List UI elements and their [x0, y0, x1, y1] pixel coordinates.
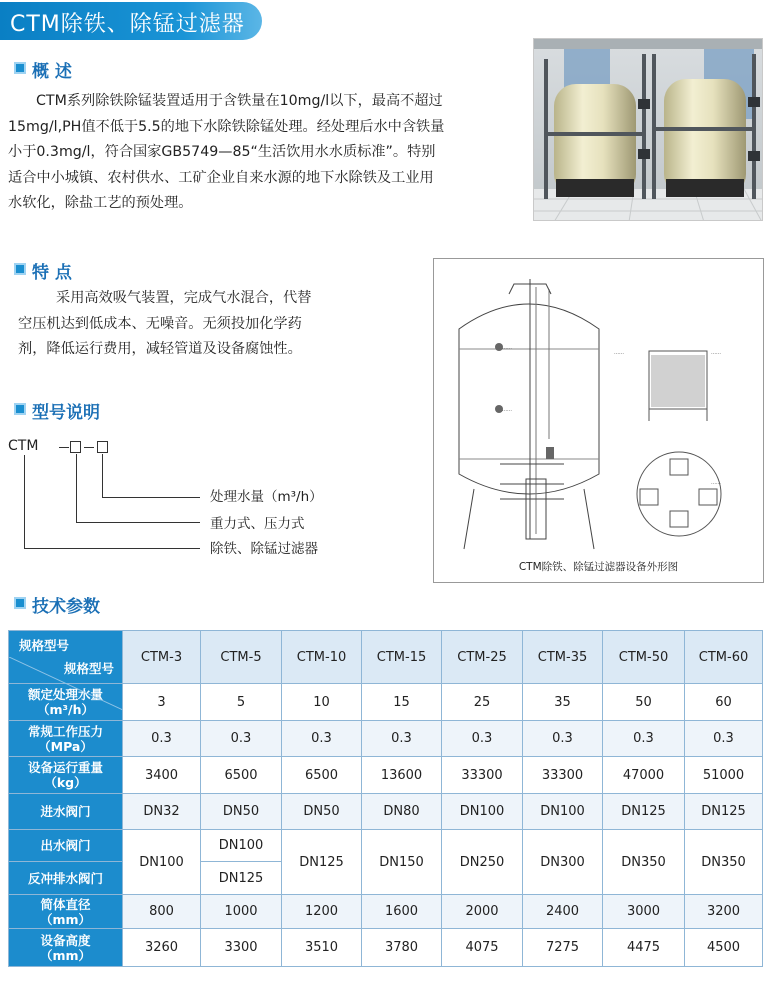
row-header: 简体直径 （mm） [9, 895, 123, 929]
table-cell: 1200 [282, 895, 362, 929]
placeholder-box [70, 441, 81, 453]
model-header: CTM-3 [123, 631, 201, 684]
table-cell: 0.3 [362, 721, 442, 757]
leader-line [76, 454, 77, 522]
table-cell: DN350 [685, 830, 763, 895]
table-cell: 0.3 [201, 721, 282, 757]
table-cell: 50 [603, 684, 685, 721]
table-cell: 3300 [201, 929, 282, 967]
table-cell: 33300 [523, 757, 603, 794]
leader-line [24, 548, 200, 549]
table-cell: 0.3 [442, 721, 523, 757]
table-header-row [9, 631, 763, 684]
diagram-annotation: …… [711, 480, 721, 486]
table-cell: DN300 [523, 830, 603, 895]
table-cell: 0.3 [685, 721, 763, 757]
table-cell: 1000 [201, 895, 282, 929]
model-header: CTM-5 [201, 631, 282, 684]
table-cell: 25 [442, 684, 523, 721]
label-flow: 处理水量（m³/h） [210, 489, 323, 505]
table-cell: 0.3 [603, 721, 685, 757]
page-title: CTM除铁、除锰过滤器 [10, 12, 245, 37]
table-cell: 1600 [362, 895, 442, 929]
section-bullet-icon [14, 263, 26, 275]
table-cell: DN125 [685, 794, 763, 830]
table-row [9, 830, 763, 862]
table-cell: DN125 [282, 830, 362, 895]
model-header: CTM-50 [603, 631, 685, 684]
table-cell: DN50 [201, 794, 282, 830]
table-cell: DN32 [123, 794, 201, 830]
table-cell: DN100 [523, 794, 603, 830]
table-cell: 3000 [603, 895, 685, 929]
leader-line [76, 522, 200, 523]
dash-line [59, 447, 69, 448]
table-cell: 0.3 [523, 721, 603, 757]
table-cell: 4475 [603, 929, 685, 967]
title-banner [0, 2, 262, 40]
table-cell: 15 [362, 684, 442, 721]
table-cell: 0.3 [123, 721, 201, 757]
model-header: CTM-15 [362, 631, 442, 684]
table-cell: 3 [123, 684, 201, 721]
table-cell: 7275 [523, 929, 603, 967]
leader-line [102, 497, 200, 498]
table-cell: 2000 [442, 895, 523, 929]
diagram-annotation: …… [502, 345, 512, 351]
table-row [9, 929, 763, 967]
row-header: 常规工作压力 （MPa） [9, 721, 123, 757]
table-cell: DN350 [603, 830, 685, 895]
product-photo [533, 38, 763, 221]
dash-line [84, 447, 94, 448]
table-cell: 3200 [685, 895, 763, 929]
table-cell: 47000 [603, 757, 685, 794]
table-cell: 6500 [201, 757, 282, 794]
row-header: 设备高度 （mm） [9, 929, 123, 967]
table-cell: 6500 [282, 757, 362, 794]
diagram-annotation: …… [502, 407, 512, 413]
table-row [9, 794, 763, 830]
table-cell: DN100 [123, 830, 201, 895]
table-cell: 35 [523, 684, 603, 721]
model-header: CTM-35 [523, 631, 603, 684]
section-bullet-icon [14, 62, 26, 74]
table-cell: 4075 [442, 929, 523, 967]
diagram-caption: CTM除铁、除锰过滤器设备外形图 [518, 561, 679, 573]
table-cell: DN100 [201, 830, 282, 862]
table-cell: 3780 [362, 929, 442, 967]
diagram-annotation: …… [614, 350, 624, 356]
row-header: 进水阀门 [9, 794, 123, 830]
model-header: CTM-25 [442, 631, 523, 684]
diagram-annotation: …… [711, 350, 721, 356]
table-cell: 2400 [523, 895, 603, 929]
table-cell: DN100 [442, 794, 523, 830]
model-header: CTM-60 [685, 631, 763, 684]
table-row [9, 721, 763, 757]
leader-line [24, 455, 25, 548]
section-bullet-icon [14, 597, 26, 609]
table-cell: 10 [282, 684, 362, 721]
row-header: 设备运行重量 （kg） [9, 757, 123, 794]
table-row [9, 757, 763, 794]
spec-table [8, 630, 763, 967]
table-cell: 5 [201, 684, 282, 721]
table-cell: 0.3 [282, 721, 362, 757]
model-code: CTM [8, 438, 39, 454]
table-cell: DN50 [282, 794, 362, 830]
table-cell: DN125 [603, 794, 685, 830]
table-cell: DN250 [442, 830, 523, 895]
row-header: 反冲排水阀门 [9, 862, 123, 895]
label-function: 除铁、除锰过滤器 [210, 541, 318, 557]
table-cell: 3510 [282, 929, 362, 967]
table-cell: 60 [685, 684, 763, 721]
table-cell: DN80 [362, 794, 442, 830]
model-header: CTM-10 [282, 631, 362, 684]
table-cell: 33300 [442, 757, 523, 794]
table-row [9, 895, 763, 929]
label-type: 重力式、压力式 [210, 516, 305, 532]
table-cell: DN125 [201, 862, 282, 895]
row-header: 额定处理水量 （m³/h） [9, 684, 123, 721]
table-cell: 51000 [685, 757, 763, 794]
table-cell: DN150 [362, 830, 442, 895]
table-cell: 800 [123, 895, 201, 929]
row-header: 出水阀门 [9, 830, 123, 862]
section-bullet-icon [14, 403, 26, 415]
corner-cell: 规格型号 规格型号 [9, 631, 123, 684]
table-cell: 13600 [362, 757, 442, 794]
diagram-drawing [434, 259, 763, 559]
leader-line [102, 454, 103, 497]
placeholder-box [97, 441, 108, 453]
table-cell: 3400 [123, 757, 201, 794]
table-cell: 4500 [685, 929, 763, 967]
table-cell: 3260 [123, 929, 201, 967]
overview-paragraph: CTM系列除铁除锰装置适用于含铁量在10mg/l以下，最高不超过 15mg/l,PH值不低于5.5的地下水除铁除锰处理。经处理后水中含铁量 小于0.3mg/l，符合国家GB5749—85“生活饮用水水质标准”。特别 适合中小城镇、农村供水、工矿企业自来水源的地下水除铁及工业用 水软化，除盐工艺的预处理。 [8, 93, 445, 211]
features-paragraph: 采用高效吸气装置，完成气水混合，代替 空压机达到低成本、无噪音。无须投加化学药 剂，降低运行费用，减轻管道及设备腐蚀性。 [18, 290, 312, 357]
equipment-diagram [433, 258, 764, 583]
